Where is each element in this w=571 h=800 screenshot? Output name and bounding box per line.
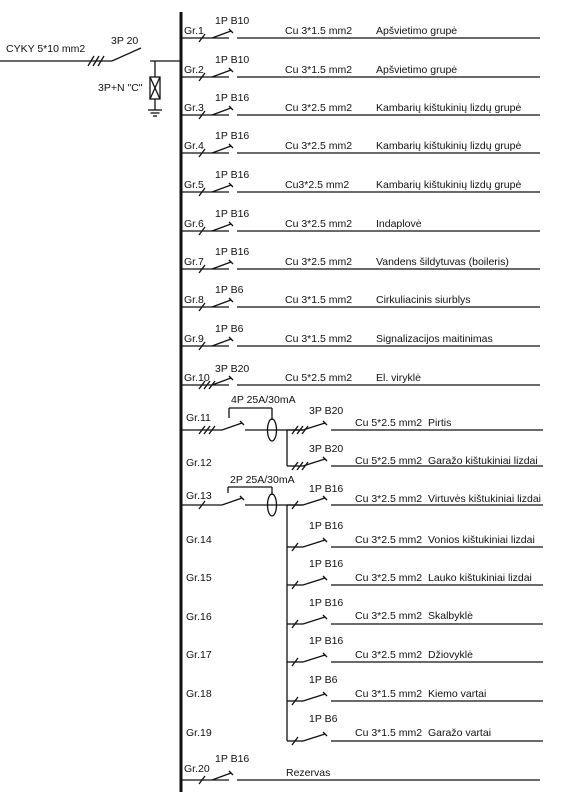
branch-breaker-label: 1P B16 xyxy=(309,558,344,570)
rcd-branch xyxy=(186,674,543,701)
circuit-breaker-icon xyxy=(303,692,327,701)
branch-breaker-label: 1P B16 xyxy=(309,483,344,495)
branch-description: Vonios kištukiniai lizdai xyxy=(428,534,535,546)
feeder-group xyxy=(181,323,540,346)
branch-breaker-label: 1P B16 xyxy=(309,520,344,532)
rcd-branch xyxy=(186,597,543,624)
rcd-branch xyxy=(186,405,543,430)
rcd-branch xyxy=(186,483,543,505)
group-breaker-label: 1P B16 xyxy=(215,92,250,104)
circuit-breaker-icon xyxy=(212,222,233,231)
rcd-branch xyxy=(186,713,543,741)
group-id: Gr.20 xyxy=(184,763,210,775)
phase-tick-icon xyxy=(199,426,215,434)
rcd-block xyxy=(181,394,543,469)
rcd-branch xyxy=(186,443,543,469)
branch-group-id: Gr.14 xyxy=(186,534,212,546)
branch-breaker-label: 1P B6 xyxy=(309,713,338,725)
group-cable-label: Cu 3*1.5 mm2 xyxy=(285,294,353,306)
circuit-breaker-icon xyxy=(212,29,233,38)
ground-icon xyxy=(148,110,162,116)
group-description: Apšvietimo grupė xyxy=(376,25,458,37)
group-id: Gr.6 xyxy=(184,218,204,230)
circuit-breaker-icon xyxy=(303,496,327,505)
branch-description: Lauko kištukiniai lizdai xyxy=(428,572,532,584)
main-breaker-label: 3P 20 xyxy=(111,35,139,47)
group-id: Gr.2 xyxy=(184,64,204,76)
group-breaker-label: 1P B10 xyxy=(215,54,250,66)
group-breaker-label: 1P B16 xyxy=(215,246,250,258)
branch-cable-label: Cu 3*2.5 mm2 xyxy=(355,493,423,505)
rcd-branch xyxy=(186,558,543,585)
branch-group-id: Gr.11 xyxy=(186,412,211,424)
circuit-breaker-icon xyxy=(222,496,244,505)
group-cable-label: Cu 3*1.5 mm2 xyxy=(285,333,353,345)
circuit-breaker-icon xyxy=(303,576,327,585)
branch-description: Garažo kištukiniai lizdai xyxy=(428,455,538,467)
circuit-breaker-icon xyxy=(222,421,244,430)
reserve-group xyxy=(181,753,540,780)
branch-cable-label: Cu 5*2.5 mm2 xyxy=(355,417,423,429)
branch-description: Pirtis xyxy=(428,417,452,429)
group-breaker-label: 1P B16 xyxy=(215,130,250,142)
phase-tick-icon xyxy=(292,426,308,434)
circuit-breaker-icon xyxy=(303,732,327,741)
surge-protector xyxy=(148,61,162,116)
branch-group-id: Gr.17 xyxy=(186,649,212,661)
circuit-breaker-icon xyxy=(212,771,233,780)
group-breaker-label: 3P B20 xyxy=(215,363,250,375)
branch-breaker-label: 1P B16 xyxy=(309,597,344,609)
branch-group-id: Gr.15 xyxy=(186,572,212,584)
group-cable-label: Cu3*2.5 mm2 xyxy=(285,179,350,191)
branch-cable-label: Cu 3*1.5 mm2 xyxy=(355,727,423,739)
rcd-branch xyxy=(186,520,543,547)
group-id: Gr.4 xyxy=(184,140,204,152)
circuit-breaker-icon xyxy=(212,260,233,269)
group-breaker-label: 1P B6 xyxy=(215,284,244,296)
group-cable-label: Cu 3*2.5 mm2 xyxy=(285,140,353,152)
branch-description: Skalbyklė xyxy=(428,610,473,622)
circuit-breaker-icon xyxy=(212,337,233,346)
circuit-breaker-icon xyxy=(303,653,327,662)
rcd-label: 4P 25A/30mA xyxy=(231,394,296,406)
group-cable-label: Cu 3*2.5 mm2 xyxy=(285,102,353,114)
group-breaker-label: 1P B16 xyxy=(215,208,250,220)
branch-group-id: Gr.16 xyxy=(186,611,212,623)
branch-cable-label: Cu 3*2.5 mm2 xyxy=(355,610,423,622)
circuit-breaker-icon xyxy=(212,376,233,385)
main-breaker-symbol xyxy=(112,48,141,61)
circuit-breaker-icon xyxy=(212,68,233,77)
feeder-group xyxy=(181,208,540,231)
group-cable-label: Cu 3*1.5 mm2 xyxy=(285,64,353,76)
branch-description: Kiemo vartai xyxy=(428,688,487,700)
group-description: Kambarių kištukinių lizdų grupė xyxy=(376,102,522,114)
branch-cable-label: Cu 5*2.5 mm2 xyxy=(355,455,423,467)
group-breaker-label: 1P B16 xyxy=(215,753,250,765)
branch-group-id: Gr.13 xyxy=(186,490,212,502)
feeder-group xyxy=(181,284,540,307)
group-breaker-label: 1P B6 xyxy=(215,323,244,335)
feeder-group xyxy=(181,169,540,192)
group-id: Gr.3 xyxy=(184,102,204,114)
branch-breaker-label: 3P B20 xyxy=(309,443,344,455)
main-cable-label: CYKY 5*10 mm2 xyxy=(6,43,86,55)
group-breaker-label: 1P B10 xyxy=(215,15,250,27)
group-description: Vandens šildytuvas (boileris) xyxy=(376,256,509,268)
branch-group-id: Gr.18 xyxy=(186,688,212,700)
feeder-group xyxy=(181,363,540,385)
group-description: Kambarių kištukinių lizdų grupė xyxy=(376,179,522,191)
branch-description: Virtuvės kištukiniai lizdai xyxy=(428,493,542,505)
circuit-breaker-icon xyxy=(212,183,233,192)
branch-cable-label: Cu 3*2.5 mm2 xyxy=(355,572,423,584)
incoming-feeder xyxy=(0,35,181,116)
group-breaker-label: 1P B16 xyxy=(215,169,250,181)
group-id: Gr.8 xyxy=(184,294,204,306)
group-description: Apšvietimo grupė xyxy=(376,64,458,76)
rcd-block xyxy=(181,474,543,741)
branch-breaker-label: 1P B16 xyxy=(309,635,344,647)
circuit-breaker-icon xyxy=(303,615,327,624)
group-description: Cirkuliacinis siurblys xyxy=(376,294,471,306)
rcd-branch xyxy=(186,635,543,662)
circuit-breaker-icon xyxy=(212,298,233,307)
branch-description: Garažo vartai xyxy=(428,727,492,739)
feeder-group xyxy=(181,15,540,38)
feeder-group xyxy=(181,130,540,153)
group-id: Gr.10 xyxy=(184,372,210,384)
group-description: Indaplovė xyxy=(376,218,422,230)
branch-cable-label: Cu 3*1.5 mm2 xyxy=(355,688,423,700)
group-description: Rezervas xyxy=(286,767,331,779)
main-phase-ticks xyxy=(88,56,104,66)
group-id: Gr.5 xyxy=(184,179,204,191)
group-cable-label: Cu 3*2.5 mm2 xyxy=(285,256,353,268)
branch-group-id: Gr.12 xyxy=(186,457,212,469)
branch-breaker-label: 3P B20 xyxy=(309,405,344,417)
group-cable-label: Cu 3*2.5 mm2 xyxy=(285,218,353,230)
group-cable-label: Cu 3*1.5 mm2 xyxy=(285,25,353,37)
group-id: Gr.7 xyxy=(184,256,204,268)
branch-group-id: Gr.19 xyxy=(186,727,212,739)
circuit-breaker-icon xyxy=(303,538,327,547)
group-cable-label: Cu 5*2.5 mm2 xyxy=(285,372,353,384)
spd-label: 3P+N "C" xyxy=(98,82,143,94)
group-id: Gr.9 xyxy=(184,333,204,345)
feeder-group xyxy=(181,92,540,115)
feeder-groups xyxy=(181,15,540,385)
feeder-group xyxy=(181,246,540,269)
circuit-breaker-icon xyxy=(212,144,233,153)
phase-tick-icon xyxy=(292,462,308,470)
group-id: Gr.1 xyxy=(184,25,204,37)
group-description: Signalizacijos maitinimas xyxy=(376,333,493,345)
branch-cable-label: Cu 3*2.5 mm2 xyxy=(355,534,423,546)
feeder-group xyxy=(181,54,540,77)
branch-cable-label: Cu 3*2.5 mm2 xyxy=(355,649,423,661)
branch-breaker-label: 1P B6 xyxy=(309,674,338,686)
circuit-breaker-icon xyxy=(212,106,233,115)
group-description: El. viryklė xyxy=(376,372,421,384)
branch-description: Džiovyklė xyxy=(428,649,473,661)
rcd-label: 2P 25A/30mA xyxy=(230,474,295,486)
group-description: Kambarių kištukinių lizdų grupė xyxy=(376,140,522,152)
